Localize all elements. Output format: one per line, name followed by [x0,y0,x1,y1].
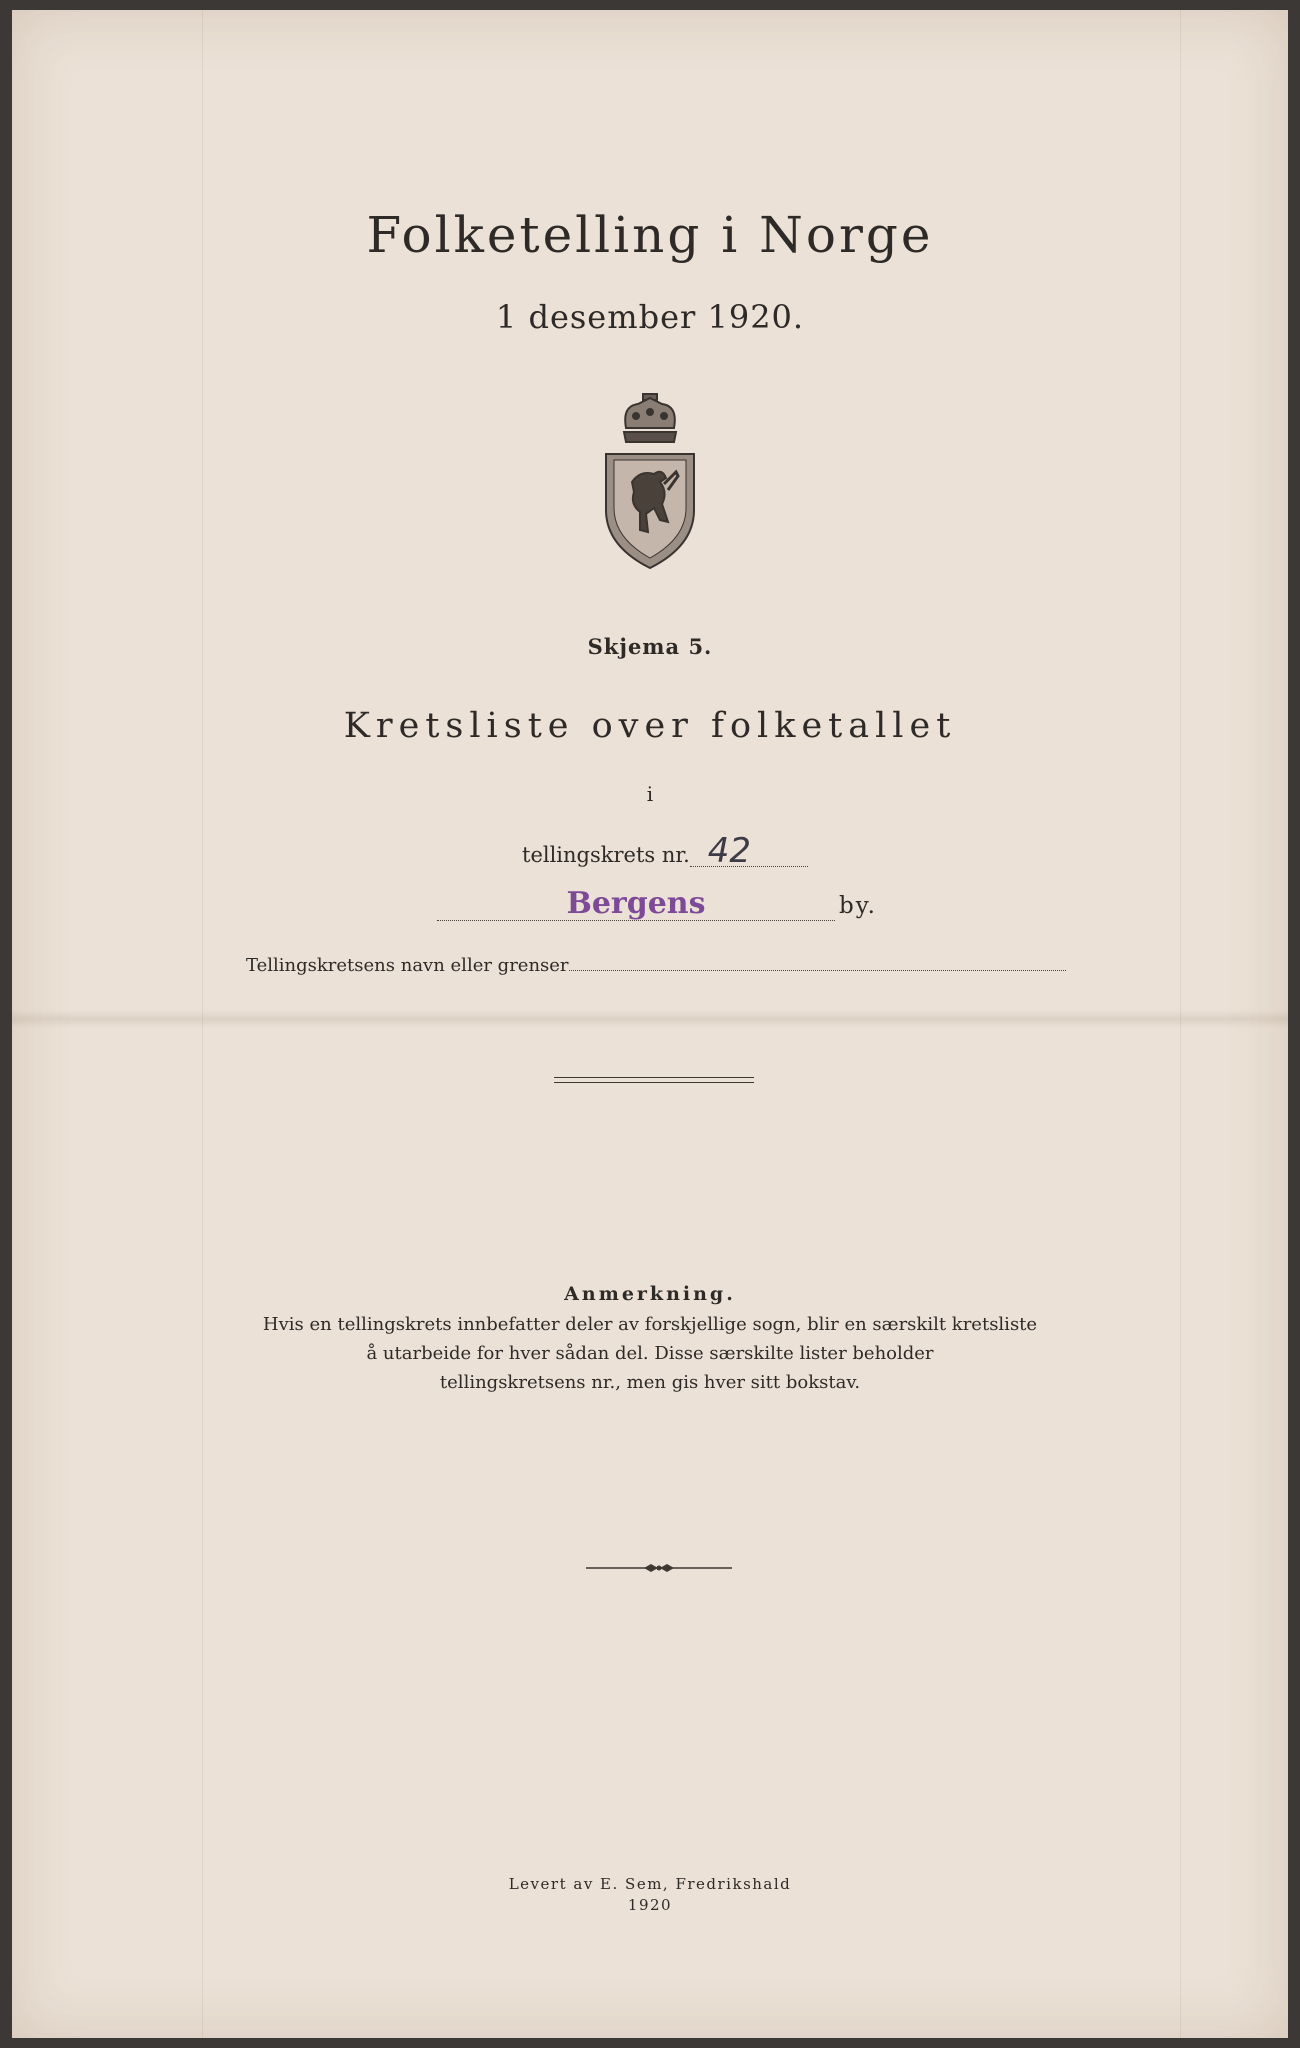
note-line: å utarbeide for hver sådan del. Disse særskilte lister beholder [366,1343,934,1364]
boundary-label: Tellingskretsens navn eller grenser [246,955,569,976]
boundary-field[interactable] [569,956,1066,971]
krets-number-field[interactable]: 42 [690,836,808,867]
page-title: Folketelling i Norge [366,206,934,264]
ornament-divider-icon [584,1561,734,1575]
city-row [437,888,877,921]
note-body [212,1310,1088,1397]
norwegian-coat-of-arms-icon [602,392,698,570]
preposition-text: i [646,782,654,806]
imprint-publisher: Levert av E. Sem, Fredrikshald [508,1875,792,1893]
census-date: 1 desember 1920. [495,298,805,336]
form-subtitle: Kretsliste over folketallet [343,706,957,746]
krets-number-label: tellingskrets nr. [522,843,690,867]
note-heading: Anmerkning. [564,1283,736,1305]
imprint [12,1874,1288,1916]
note-line: Hvis en tellingskrets innbefatter deler av forskjellige sogn, blir en særskilt kretsliste [262,1314,1038,1335]
boundary-row [246,955,1066,976]
census-form-page [12,10,1288,2038]
city-suffix: by. [839,893,877,919]
paper-fold [12,1010,1288,1028]
krets-number-row [522,831,808,871]
imprint-year: 1920 [627,1896,673,1914]
note-line: tellingskretsens nr., men gis hver sitt bokstav. [439,1372,861,1393]
city-stamp-field[interactable]: Bergens [437,888,835,921]
schema-label: Skjema 5. [587,634,713,659]
divider-rule [554,1077,754,1083]
